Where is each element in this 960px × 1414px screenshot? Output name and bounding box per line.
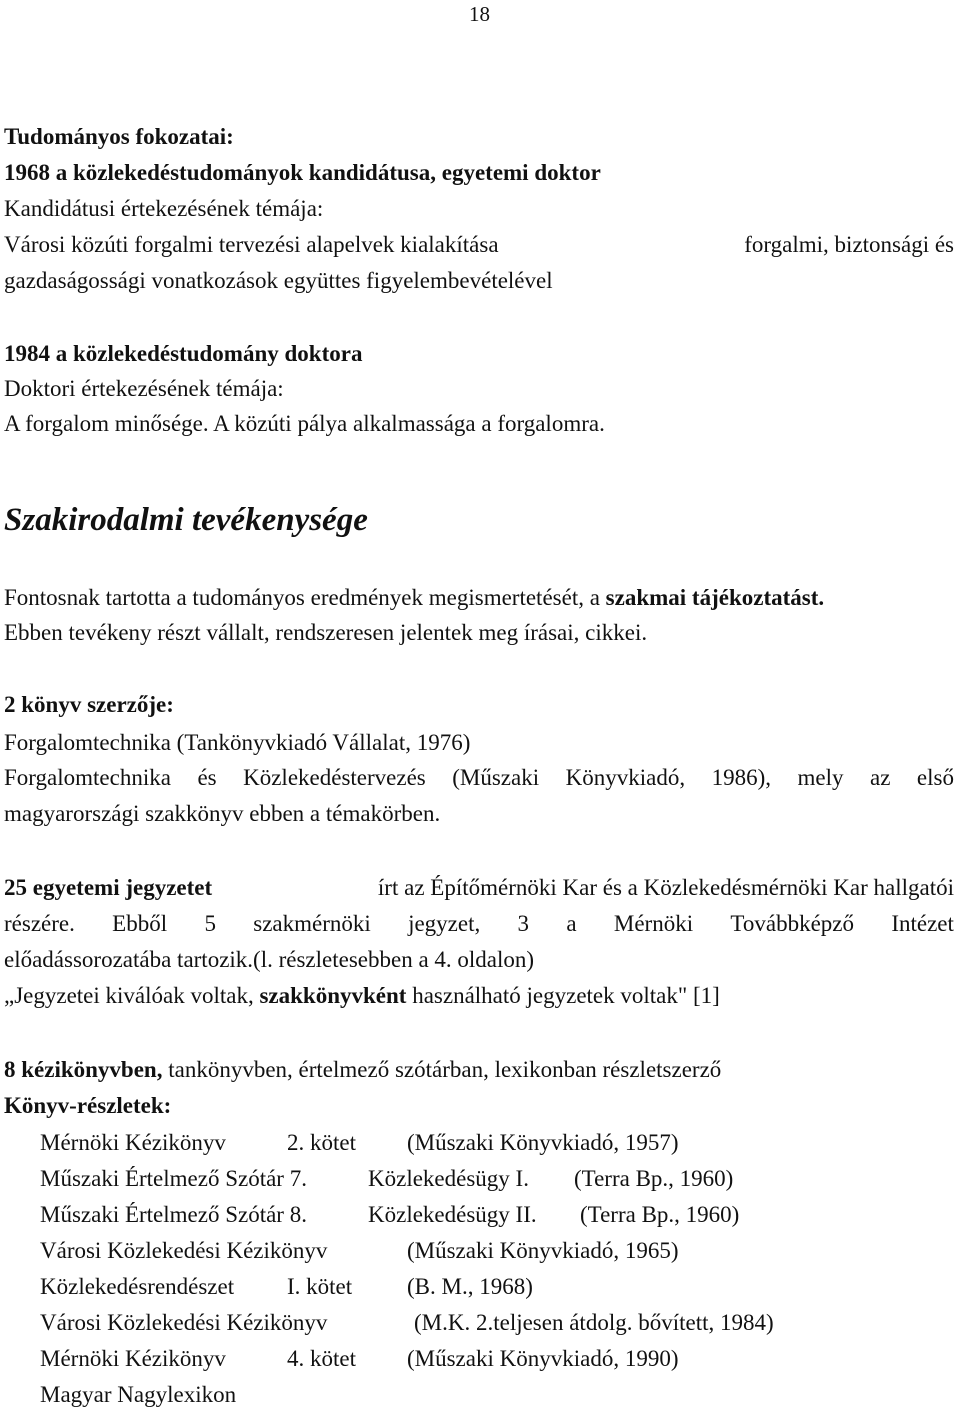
book-2-cont: magyarországi szakkönyv ebben a témakörben. bbox=[4, 801, 441, 826]
book-2-line bbox=[4, 763, 954, 793]
book-part-volume: I. kötet bbox=[287, 1274, 353, 1299]
book-part-publisher: (Terra Bp., 1960) bbox=[580, 1202, 740, 1227]
book-part-row bbox=[40, 1308, 774, 1338]
book-part-title: Mérnöki Kézikönyv bbox=[40, 1346, 226, 1371]
book-part-volume: Közlekedésügy I. bbox=[368, 1166, 529, 1191]
book-part-volume: 2. kötet bbox=[287, 1130, 356, 1155]
book-part-publisher: (Terra Bp., 1960) bbox=[574, 1166, 734, 1191]
book-part-row bbox=[40, 1200, 740, 1230]
quote-bold: szakkönyvként bbox=[259, 983, 407, 1008]
notes-word: Mérnöki bbox=[613, 911, 694, 936]
book-2-word: Közlekedéstervezés bbox=[243, 765, 426, 790]
book-part-publisher: (B. M., 1968) bbox=[407, 1274, 533, 1299]
notes-rest: írt az Építőmérnöki Kar és a Közlekedésmérnöki Kar hallgatói bbox=[377, 875, 954, 900]
degree-1984: 1984 a közlekedéstudomány doktora bbox=[4, 341, 363, 366]
book-part-row bbox=[40, 1164, 734, 1194]
thesis-label-1: Kandidátusi értekezésének témája: bbox=[4, 196, 324, 221]
book-part-title: Közlekedésrendészet bbox=[40, 1274, 235, 1299]
notes-line-1 bbox=[4, 873, 954, 903]
book-2-word: Könyvkiadó, bbox=[565, 765, 686, 790]
book-2-word: első bbox=[916, 765, 954, 790]
notes-word: Intézet bbox=[891, 911, 954, 936]
books-title: 2 könyv szerzője: bbox=[4, 692, 174, 717]
notes-word: 3 bbox=[517, 911, 530, 936]
thesis-1-line bbox=[4, 230, 954, 260]
notes-word: 5 bbox=[204, 911, 216, 936]
book-2-word: mely bbox=[797, 765, 844, 790]
book-part-title: Műszaki Értelmező Szótár 8. bbox=[40, 1202, 307, 1227]
quote-text-a: „Jegyzetei kiválóak voltak, bbox=[4, 983, 260, 1008]
quote-line bbox=[4, 981, 954, 1011]
book-part-title: Magyar Nagylexikon bbox=[40, 1382, 237, 1407]
thesis-1-cont: gazdaságossági vonatkozások együttes figyelembevételével bbox=[4, 268, 553, 293]
handbooks-bold: 8 kézikönyvben, bbox=[4, 1057, 163, 1082]
notes-word: jegyzet, bbox=[408, 911, 481, 936]
notes-line-2 bbox=[4, 909, 954, 939]
book-part-row bbox=[40, 1128, 679, 1158]
section-heading: Szakirodalmi tevékenysége bbox=[4, 502, 368, 538]
notes-bold: 25 egyetemi jegyzetet bbox=[4, 875, 213, 900]
thesis-1-part-a: Városi közúti forgalmi tervezési alapelvek kialakítása bbox=[4, 232, 499, 257]
book-2-word: az bbox=[870, 765, 891, 790]
book-part-volume: Közlekedésügy II. bbox=[368, 1202, 537, 1227]
notes-word: részére. bbox=[4, 911, 75, 936]
book-part-title: Városi Közlekedési Kézikönyv bbox=[40, 1238, 328, 1263]
intro-bold: szakmai tájékoztatást. bbox=[605, 585, 825, 610]
notes-word: Továbbképző bbox=[730, 911, 854, 936]
thesis-label-2: Doktori értekezésének témája: bbox=[4, 376, 284, 401]
book-part-publisher: (Műszaki Könyvkiadó, 1957) bbox=[407, 1130, 679, 1155]
book-part-publisher: (M.K. 2.teljesen átdolg. bővített, 1984) bbox=[414, 1310, 774, 1335]
book-1: Forgalomtechnika (Tankönyvkiadó Vállalat, 1976) bbox=[4, 730, 471, 755]
degrees-title: Tudományos fokozatai: bbox=[4, 124, 234, 149]
notes-word: Ebből bbox=[112, 911, 168, 936]
book-part-publisher: (Műszaki Könyvkiadó, 1990) bbox=[407, 1346, 679, 1371]
book-part-title: Mérnöki Kézikönyv bbox=[40, 1130, 226, 1155]
book-part-row bbox=[40, 1272, 533, 1302]
parts-title: Könyv-részletek: bbox=[4, 1093, 172, 1118]
intro-line-1 bbox=[4, 583, 954, 613]
book-2-word: (Műszaki bbox=[452, 765, 540, 790]
book-2-word: és bbox=[197, 765, 217, 790]
degree-1968: 1968 a közlekedéstudományok kandidátusa, egyetemi doktor bbox=[4, 160, 601, 185]
book-part-title: Városi Közlekedési Kézikönyv bbox=[40, 1310, 328, 1335]
intro-line-2: Ebben tevékeny részt vállalt, rendszeresen jelentek meg írásai, cikkei. bbox=[4, 620, 648, 645]
handbooks-line bbox=[4, 1055, 954, 1085]
book-part-publisher: (Műszaki Könyvkiadó, 1965) bbox=[407, 1238, 679, 1263]
book-part-row bbox=[40, 1236, 679, 1266]
thesis-1-part-b: forgalmi, biztonsági és bbox=[744, 232, 954, 257]
thesis-2: A forgalom minősége. A közúti pálya alkalmassága a forgalomra. bbox=[4, 411, 605, 436]
book-2-word: 1986), bbox=[711, 765, 771, 790]
book-part-title: Műszaki Értelmező Szótár 7. bbox=[40, 1166, 307, 1191]
notes-word: a bbox=[566, 911, 577, 936]
book-part-row bbox=[40, 1344, 679, 1374]
notes-line-3: előadássorozatába tartozik.(l. részletesebben a 4. oldalon) bbox=[4, 947, 535, 972]
handbooks-rest: tankönyvben, értelmező szótárban, lexikonban részletszerző bbox=[162, 1057, 722, 1082]
book-2-word: Forgalomtechnika bbox=[4, 765, 171, 790]
notes-word: szakmérnöki bbox=[253, 911, 371, 936]
book-part-volume: 4. kötet bbox=[287, 1346, 356, 1371]
book-part-row bbox=[40, 1380, 236, 1410]
intro-text: Fontosnak tartotta a tudományos eredmények megismertetését, a bbox=[4, 585, 606, 610]
quote-text-b: használható jegyzetek voltak" [1] bbox=[406, 983, 720, 1008]
page-number: 18 bbox=[469, 2, 490, 26]
